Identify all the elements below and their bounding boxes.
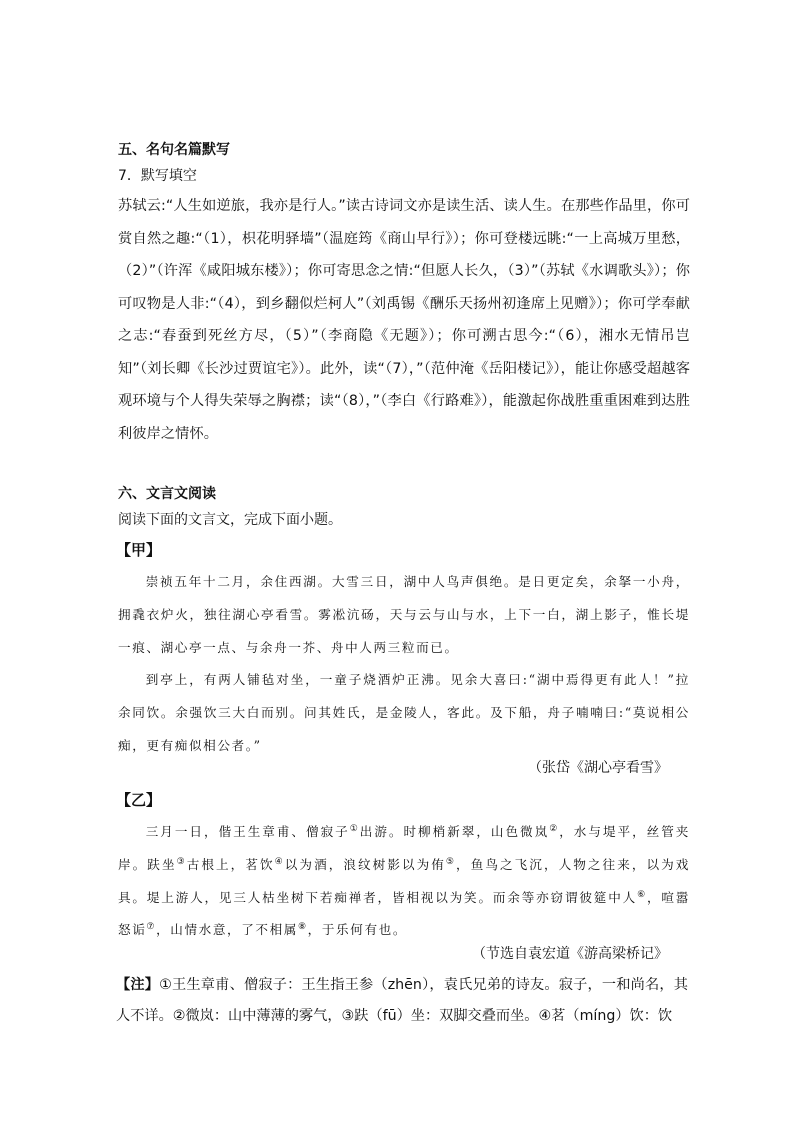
passage-yi-text: 出游。时柳梢新翠，山色微岚: [359, 824, 550, 839]
passage-jia-source: （张岱《湖心亭看雪》: [528, 760, 668, 776]
passage-label-yi: 【乙】: [116, 791, 162, 809]
footnote-marker: ⑦: [146, 922, 157, 933]
footnote-marker: ⑤: [445, 856, 457, 867]
passage-yi-text: ，水与堤平，丝管夹岸。趺坐: [118, 824, 690, 872]
reading-instruction: 阅读下面的文言文，完成下面小题。: [118, 512, 342, 528]
passage-yi-source: （节选自袁宏道《游高梁桥记》: [472, 946, 668, 962]
passage-label-jia: 【甲】: [116, 541, 162, 559]
passage-jia: [118, 566, 690, 763]
passage-jia-paragraph-2: 到亭上，有两人铺毡对坐，一童子烧酒炉正沸。见余大喜曰:“湖中焉得更有此人！”拉余同饮。余强饮三大白而别。问其姓氏，是金陵人，客此。及下船，舟子喃喃曰:“莫说相公痴，更有痴似相公者。”: [118, 672, 690, 753]
passage-jia-paragraph-1: 崇祯五年十二月，余住西湖。大雪三日，湖中人鸟声俱绝。是日更定矣，余拏一小舟，拥毳衣炉火，独往湖心亭看雪。雾凇沆砀，天与云与山与水，上下一白，湖上影子，惟长堤一痕、湖心亭一点、与余舟一芥、舟中人两三粒而已。: [118, 574, 690, 655]
passage-yi-paragraph: [118, 816, 690, 947]
annotation-text: ①王生章甫、僧寂子：王生指王参（zhēn），袁氏兄弟的诗友。寂子，一和尚名，其人不详。②微岚：山中薄薄的雾气，③趺（fū）坐：双脚交叠而坐。④茗（míng）饮：饮: [116, 977, 688, 1024]
annotation-label: 【注】: [116, 977, 160, 993]
annotation-notes: [116, 970, 688, 1031]
question-title: 7．默写填空: [118, 168, 197, 184]
passage-yi-text: ，山情水意，了不相属: [156, 922, 298, 938]
passage-yi-text: ，于乐何有也。: [307, 922, 408, 938]
passage-yi-text: ，鱼鸟之飞沉，人物之往来，以为戏具。堤上游人，见三人枯坐树下若痴禅者，皆相视以为笑。而余等亦窃谓彼筵中人: [118, 856, 690, 905]
section-heading-5: 五、名句名篇默写: [118, 142, 230, 158]
passage-yi-text: 古根上，茗饮: [186, 856, 275, 872]
footnote-marker: ⑧: [298, 922, 308, 933]
passage-yi: [118, 816, 690, 947]
passage-yi-text: 以为酒，浪纹树影以为侑: [284, 856, 446, 872]
footnote-marker: ③: [176, 856, 187, 867]
footnote-marker: ④: [274, 856, 285, 867]
dictation-passage: 苏轼云:“人生如逆旅，我亦是行人。”读古诗词文亦是读生活、读人生。在那些作品里，你可赏自然之趣:“（1），枳花明驿墙”（温庭筠《商山早行》）；你可登楼远眺:“一上高城万里愁，（2）”（许浑《咸阳城东楼》）；你可寄思念之情:“但愿人长久，（3）”（苏轼《水调歌头》）；你可叹物是人非:“（4），到乡翻似烂柯人”（刘禹锡《酬乐天扬州初逢席上见赠》）；你可学奉献之志:“春蚕到死丝方尽，（5）”（李商隐《无题》）；你可溯古思今:“（6），湘水无情吊岂知”（刘长卿《长沙过贾谊宅》）。此外，读“（7），”（范仲淹《岳阳楼记》），能让你感受超越客观环境与个人得失荣辱之胸襟；读“（8），”（李白《行路难》），能激起你战胜重重困难到达胜利彼岸之情怀。: [118, 198, 690, 442]
passage-yi-text: 三月一日，偕王生章甫、僧寂子: [145, 824, 350, 839]
footnote-marker: ①: [349, 823, 360, 834]
passage-yi-text: ，喧嚣怒诟: [118, 889, 690, 938]
section-heading-6: 六、文言文阅读: [118, 486, 216, 502]
footnote-marker: ②: [549, 823, 560, 834]
footnote-marker: ⑥: [637, 889, 647, 900]
